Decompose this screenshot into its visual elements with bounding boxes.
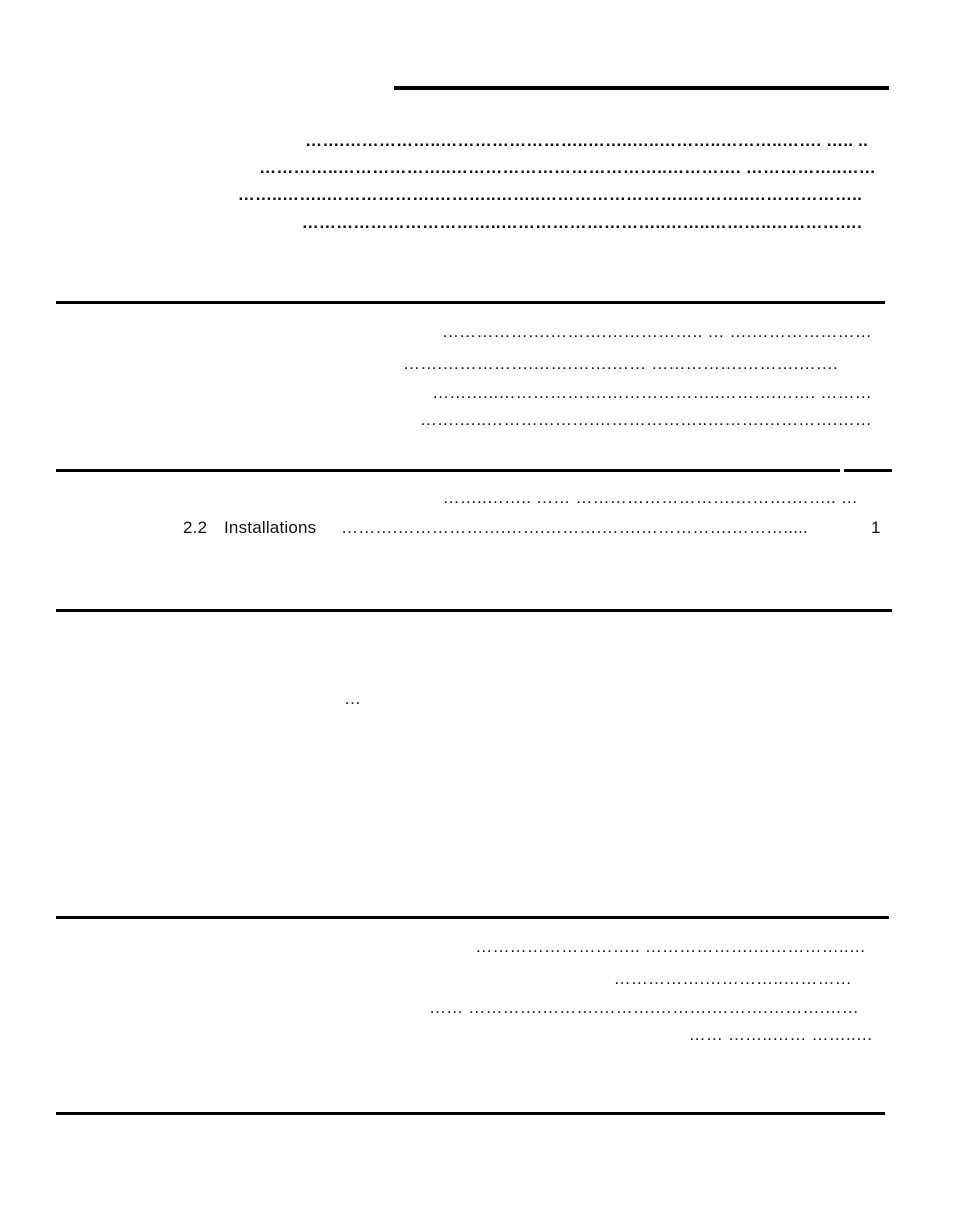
section-3-line-1: …: [344, 689, 362, 708]
section-4-rule: [56, 916, 889, 919]
section-4-line-1: ……………………….. ……………….……………..…: [475, 937, 866, 956]
section-4-line-4: …… ……..…… ……..…: [688, 1025, 873, 1044]
section-4-line-2: …………….…………..…………: [613, 969, 852, 988]
toc-entry-number: 2.2: [183, 518, 208, 537]
header-line-2: …………..………………..………………………………..…………. ……………..……: [259, 158, 876, 177]
section-2-rule: [56, 469, 840, 472]
section-1-line-3: …….…..……………….………………..……….……. ………: [432, 383, 872, 402]
footer-rule: [56, 1112, 885, 1115]
section-3-rule: [56, 609, 892, 612]
header-rule: [394, 86, 889, 90]
section-2-rule-end: [844, 469, 892, 472]
section-1-line-1: ……………….……….…………….. … ….…………………: [441, 322, 872, 341]
toc-entry-page: 1: [871, 518, 881, 537]
toc-entry-title: Installations: [224, 518, 317, 537]
section-1-line-2: …….…………….…….…….…… …………….……….…….: [403, 354, 838, 373]
header-line-4: ……………………………..………………………..……..………..…………….: [301, 213, 862, 232]
section-1-rule: [56, 301, 885, 304]
toc-entry-installations[interactable]: [183, 518, 885, 540]
section-2-line-1: ……..…….. …… ……………………….……….…….. …: [442, 488, 858, 507]
header-line-3: ……..……..……………….………..……..……………………..………..………………..: [237, 185, 862, 204]
section-1-line-4: …….…..……………….………………..……….………….……: [419, 410, 872, 429]
section-4-line-3: …… ………….……….……….……….……….……….……: [428, 998, 859, 1017]
toc-entry-leader: ……….……………….…….……….…….…………….……….....: [341, 518, 808, 537]
header-line-1: …….……………..……………………..……..…..………..………..……. ….. ..: [305, 131, 868, 150]
